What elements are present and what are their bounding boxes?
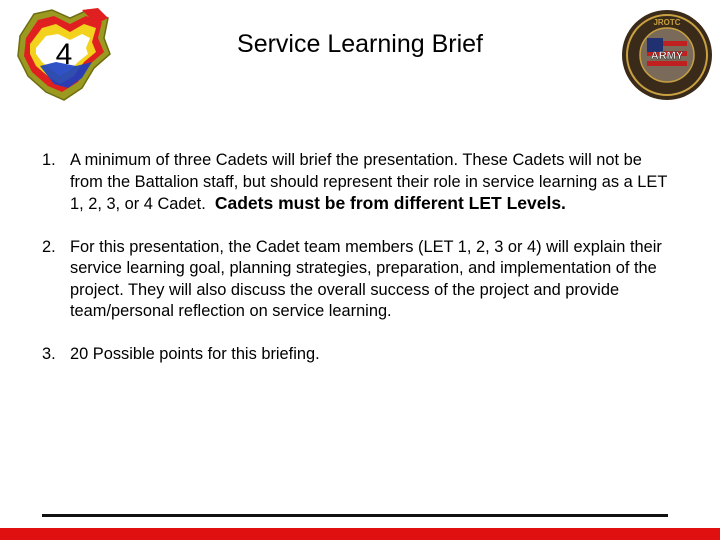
state-map-logo-icon: [12, 4, 114, 104]
list-item-number: 1.: [42, 151, 56, 169]
list-item: [42, 237, 672, 323]
seal-top-text: JROTC: [653, 18, 681, 27]
list-item: [42, 344, 672, 366]
list-item-number: 2.: [42, 237, 56, 256]
seal-center-text: ARMY: [650, 50, 684, 62]
list-item: [42, 150, 672, 216]
army-jrotc-seal-icon: [620, 8, 714, 102]
list-item-text: For this presentation, the Cadet team members (LET 1, 2, 3 or 4) will explain their service learning goal, planning strategies, preparation, and implementation of the project. They will also discuss the overall success of the project and provide team/personal reflection on service learning.: [70, 237, 662, 320]
brief-requirements-list: [42, 150, 672, 386]
page-title: Service Learning Brief: [237, 30, 483, 58]
footer-rule: [42, 514, 668, 517]
footer-bar: [0, 528, 720, 540]
list-item-number: 3.: [42, 344, 56, 363]
list-item-text: 20 Possible points for this briefing.: [70, 344, 320, 363]
logo-numeral: 4: [55, 38, 73, 71]
list-item-emphasis: Cadets must be from different LET Levels.: [214, 193, 566, 213]
list-item-body: A minimum of three Cadets will brief the presentation. These Cadets will not be from the Battalion staff, but should represent their role in service learning as a LET 1, 2, 3, or 4 Cadet.: [70, 151, 668, 213]
list-item-text: [70, 150, 672, 216]
